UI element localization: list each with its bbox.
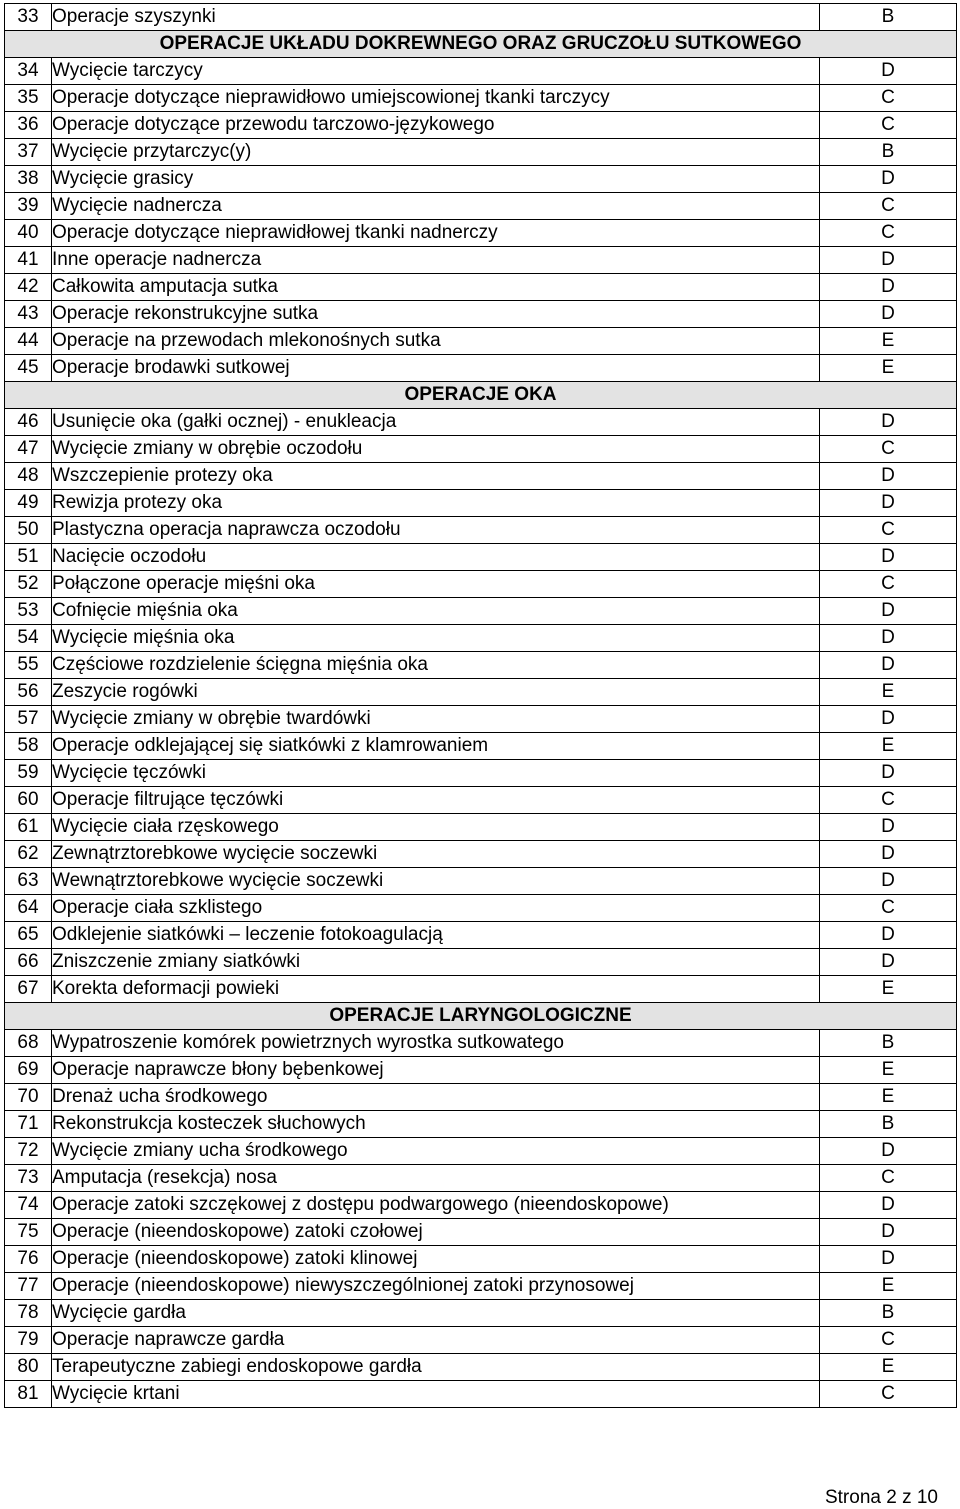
row-number: 76 xyxy=(5,1246,52,1273)
table-row xyxy=(5,922,957,949)
row-number: 63 xyxy=(5,868,52,895)
row-number: 79 xyxy=(5,1327,52,1354)
procedure-name: Wycięcie tarczycy xyxy=(52,58,820,85)
procedure-category: D xyxy=(820,868,957,895)
table-row xyxy=(5,895,957,922)
table-row xyxy=(5,706,957,733)
table-row xyxy=(5,544,957,571)
procedure-name: Wycięcie gardła xyxy=(52,1300,820,1327)
table-row xyxy=(5,112,957,139)
procedure-category: E xyxy=(820,1273,957,1300)
procedure-category: D xyxy=(820,760,957,787)
row-number: 37 xyxy=(5,139,52,166)
procedure-name: Operacje naprawcze gardła xyxy=(52,1327,820,1354)
row-number: 52 xyxy=(5,571,52,598)
row-number: 35 xyxy=(5,85,52,112)
table-row xyxy=(5,1138,957,1165)
procedure-category: C xyxy=(820,112,957,139)
procedure-name: Operacje dotyczące nieprawidłowej tkanki nadnerczy xyxy=(52,220,820,247)
table-row xyxy=(5,1057,957,1084)
section-header-row xyxy=(5,382,957,409)
table-row xyxy=(5,193,957,220)
procedure-category: C xyxy=(820,1327,957,1354)
procedure-category: B xyxy=(820,1300,957,1327)
procedure-category: B xyxy=(820,1111,957,1138)
row-number: 54 xyxy=(5,625,52,652)
section-title: OPERACJE UKŁADU DOKREWNEGO ORAZ GRUCZOŁU SUTKOWEGO xyxy=(5,31,957,58)
procedure-category: E xyxy=(820,328,957,355)
procedure-name: Częściowe rozdzielenie ścięgna mięśnia oka xyxy=(52,652,820,679)
table-row xyxy=(5,1030,957,1057)
procedure-category: B xyxy=(820,1030,957,1057)
procedure-category: C xyxy=(820,1381,957,1408)
procedure-name: Amputacja (resekcja) nosa xyxy=(52,1165,820,1192)
procedure-category: D xyxy=(820,949,957,976)
row-number: 72 xyxy=(5,1138,52,1165)
procedure-category: C xyxy=(820,85,957,112)
table-row xyxy=(5,4,957,31)
section-title: OPERACJE OKA xyxy=(5,382,957,409)
row-number: 41 xyxy=(5,247,52,274)
table-row xyxy=(5,976,957,1003)
row-number: 67 xyxy=(5,976,52,1003)
procedure-category: B xyxy=(820,139,957,166)
table-row xyxy=(5,85,957,112)
procedure-name: Operacje zatoki szczękowej z dostępu podwargowego (nieendoskopowe) xyxy=(52,1192,820,1219)
procedure-name: Operacje dotyczące przewodu tarczowo-językowego xyxy=(52,112,820,139)
procedure-name: Operacje filtrujące tęczówki xyxy=(52,787,820,814)
row-number: 77 xyxy=(5,1273,52,1300)
row-number: 46 xyxy=(5,409,52,436)
row-number: 53 xyxy=(5,598,52,625)
procedure-category: D xyxy=(820,841,957,868)
procedure-name: Rekonstrukcja kosteczek słuchowych xyxy=(52,1111,820,1138)
table-row xyxy=(5,166,957,193)
row-number: 59 xyxy=(5,760,52,787)
table-row xyxy=(5,139,957,166)
procedure-category: D xyxy=(820,463,957,490)
procedure-name: Zewnątrztorebkowe wycięcie soczewki xyxy=(52,841,820,868)
table-row xyxy=(5,517,957,544)
procedure-category: D xyxy=(820,58,957,85)
procedure-category: D xyxy=(820,490,957,517)
row-number: 80 xyxy=(5,1354,52,1381)
row-number: 65 xyxy=(5,922,52,949)
procedure-category: D xyxy=(820,247,957,274)
row-number: 33 xyxy=(5,4,52,31)
procedure-name: Cofnięcie mięśnia oka xyxy=(52,598,820,625)
procedure-category: D xyxy=(820,166,957,193)
procedure-category: C xyxy=(820,517,957,544)
procedure-name: Wszczepienie protezy oka xyxy=(52,463,820,490)
procedure-category: B xyxy=(820,4,957,31)
table-row xyxy=(5,301,957,328)
table-row xyxy=(5,247,957,274)
table-row xyxy=(5,949,957,976)
table-row xyxy=(5,1327,957,1354)
procedure-category: C xyxy=(820,895,957,922)
table-row xyxy=(5,328,957,355)
table-row xyxy=(5,652,957,679)
table-row xyxy=(5,355,957,382)
row-number: 36 xyxy=(5,112,52,139)
procedures-table xyxy=(4,3,957,1408)
procedure-name: Operacje rekonstrukcyjne sutka xyxy=(52,301,820,328)
procedure-name: Wycięcie krtani xyxy=(52,1381,820,1408)
procedure-name: Zeszycie rogówki xyxy=(52,679,820,706)
procedure-category: D xyxy=(820,598,957,625)
table-row xyxy=(5,274,957,301)
procedure-name: Plastyczna operacja naprawcza oczodołu xyxy=(52,517,820,544)
procedure-name: Wewnątrztorebkowe wycięcie soczewki xyxy=(52,868,820,895)
procedure-category: D xyxy=(820,274,957,301)
procedure-name: Rewizja protezy oka xyxy=(52,490,820,517)
row-number: 64 xyxy=(5,895,52,922)
row-number: 39 xyxy=(5,193,52,220)
row-number: 66 xyxy=(5,949,52,976)
procedure-name: Operacje szyszynki xyxy=(52,4,820,31)
table-row xyxy=(5,1300,957,1327)
procedure-category: E xyxy=(820,355,957,382)
row-number: 56 xyxy=(5,679,52,706)
table-row xyxy=(5,1381,957,1408)
procedure-category: E xyxy=(820,1084,957,1111)
procedure-name: Odklejenie siatkówki – leczenie fotokoagulacją xyxy=(52,922,820,949)
procedure-name: Operacje (nieendoskopowe) zatoki klinowej xyxy=(52,1246,820,1273)
row-number: 60 xyxy=(5,787,52,814)
row-number: 73 xyxy=(5,1165,52,1192)
row-number: 48 xyxy=(5,463,52,490)
row-number: 50 xyxy=(5,517,52,544)
row-number: 47 xyxy=(5,436,52,463)
procedure-name: Operacje (nieendoskopowe) zatoki czołowej xyxy=(52,1219,820,1246)
procedure-category: D xyxy=(820,814,957,841)
table-row xyxy=(5,1219,957,1246)
procedure-name: Operacje (nieendoskopowe) niewyszczególnionej zatoki przynosowej xyxy=(52,1273,820,1300)
procedure-category: D xyxy=(820,1219,957,1246)
row-number: 44 xyxy=(5,328,52,355)
table-row xyxy=(5,571,957,598)
section-title: OPERACJE LARYNGOLOGICZNE xyxy=(5,1003,957,1030)
row-number: 70 xyxy=(5,1084,52,1111)
procedure-name: Wycięcie tęczówki xyxy=(52,760,820,787)
row-number: 78 xyxy=(5,1300,52,1327)
procedure-name: Wycięcie przytarczyc(y) xyxy=(52,139,820,166)
procedure-category: D xyxy=(820,1246,957,1273)
row-number: 61 xyxy=(5,814,52,841)
procedure-category: C xyxy=(820,193,957,220)
procedure-category: C xyxy=(820,436,957,463)
procedure-name: Operacje dotyczące nieprawidłowo umiejscowionej tkanki tarczycy xyxy=(52,85,820,112)
procedure-category: D xyxy=(820,301,957,328)
row-number: 75 xyxy=(5,1219,52,1246)
row-number: 57 xyxy=(5,706,52,733)
row-number: 38 xyxy=(5,166,52,193)
procedure-name: Wycięcie zmiany ucha środkowego xyxy=(52,1138,820,1165)
procedure-category: E xyxy=(820,1354,957,1381)
procedure-name: Operacje odklejającej się siatkówki z klamrowaniem xyxy=(52,733,820,760)
procedure-name: Wycięcie zmiany w obrębie oczodołu xyxy=(52,436,820,463)
procedure-name: Połączone operacje mięśni oka xyxy=(52,571,820,598)
procedure-name: Inne operacje nadnercza xyxy=(52,247,820,274)
procedure-category: E xyxy=(820,679,957,706)
row-number: 34 xyxy=(5,58,52,85)
row-number: 40 xyxy=(5,220,52,247)
table-row xyxy=(5,787,957,814)
procedure-category: C xyxy=(820,220,957,247)
procedure-name: Wycięcie mięśnia oka xyxy=(52,625,820,652)
table-row xyxy=(5,760,957,787)
procedure-name: Wycięcie nadnercza xyxy=(52,193,820,220)
procedure-category: D xyxy=(820,706,957,733)
row-number: 62 xyxy=(5,841,52,868)
procedure-category: D xyxy=(820,1192,957,1219)
procedure-category: D xyxy=(820,409,957,436)
table-row xyxy=(5,1165,957,1192)
row-number: 69 xyxy=(5,1057,52,1084)
table-row xyxy=(5,1084,957,1111)
procedure-category: D xyxy=(820,544,957,571)
table-row xyxy=(5,58,957,85)
table-row xyxy=(5,409,957,436)
table-row xyxy=(5,868,957,895)
procedure-category: E xyxy=(820,733,957,760)
procedure-name: Drenaż ucha środkowego xyxy=(52,1084,820,1111)
procedure-category: E xyxy=(820,1057,957,1084)
row-number: 58 xyxy=(5,733,52,760)
page-number: Strona 2 z 10 xyxy=(824,1487,938,1508)
procedure-name: Zniszczenie zmiany siatkówki xyxy=(52,949,820,976)
table-row xyxy=(5,220,957,247)
procedure-name: Usunięcie oka (gałki ocznej) - enukleacja xyxy=(52,409,820,436)
procedure-category: D xyxy=(820,1138,957,1165)
row-number: 55 xyxy=(5,652,52,679)
procedure-category: C xyxy=(820,787,957,814)
section-header-row xyxy=(5,1003,957,1030)
procedure-category: E xyxy=(820,976,957,1003)
procedure-name: Operacje brodawki sutkowej xyxy=(52,355,820,382)
procedure-name: Wycięcie ciała rzęskowego xyxy=(52,814,820,841)
table-row xyxy=(5,1273,957,1300)
procedure-name: Nacięcie oczodołu xyxy=(52,544,820,571)
row-number: 68 xyxy=(5,1030,52,1057)
section-header-row xyxy=(5,31,957,58)
procedure-category: D xyxy=(820,922,957,949)
table-row xyxy=(5,598,957,625)
row-number: 51 xyxy=(5,544,52,571)
procedure-name: Operacje na przewodach mlekonośnych sutka xyxy=(52,328,820,355)
row-number: 45 xyxy=(5,355,52,382)
table-row xyxy=(5,679,957,706)
table-row xyxy=(5,625,957,652)
row-number: 74 xyxy=(5,1192,52,1219)
table-row xyxy=(5,841,957,868)
table-row xyxy=(5,1246,957,1273)
table-row xyxy=(5,1354,957,1381)
procedure-category: C xyxy=(820,571,957,598)
table-row xyxy=(5,814,957,841)
table-row xyxy=(5,490,957,517)
procedure-category: D xyxy=(820,625,957,652)
procedure-name: Operacje naprawcze błony bębenkowej xyxy=(52,1057,820,1084)
procedure-category: C xyxy=(820,1165,957,1192)
table-row xyxy=(5,463,957,490)
row-number: 49 xyxy=(5,490,52,517)
row-number: 42 xyxy=(5,274,52,301)
procedure-name: Wypatroszenie komórek powietrznych wyrostka sutkowatego xyxy=(52,1030,820,1057)
row-number: 43 xyxy=(5,301,52,328)
procedure-name: Operacje ciała szklistego xyxy=(52,895,820,922)
procedure-name: Wycięcie grasicy xyxy=(52,166,820,193)
procedure-name: Całkowita amputacja sutka xyxy=(52,274,820,301)
procedures-table-body xyxy=(5,4,957,1408)
row-number: 81 xyxy=(5,1381,52,1408)
procedure-name: Korekta deformacji powieki xyxy=(52,976,820,1003)
procedure-category: D xyxy=(820,652,957,679)
table-row xyxy=(5,733,957,760)
procedure-name: Terapeutyczne zabiegi endoskopowe gardła xyxy=(52,1354,820,1381)
table-row xyxy=(5,1111,957,1138)
table-row xyxy=(5,1192,957,1219)
procedure-name: Wycięcie zmiany w obrębie twardówki xyxy=(52,706,820,733)
row-number: 71 xyxy=(5,1111,52,1138)
table-row xyxy=(5,436,957,463)
